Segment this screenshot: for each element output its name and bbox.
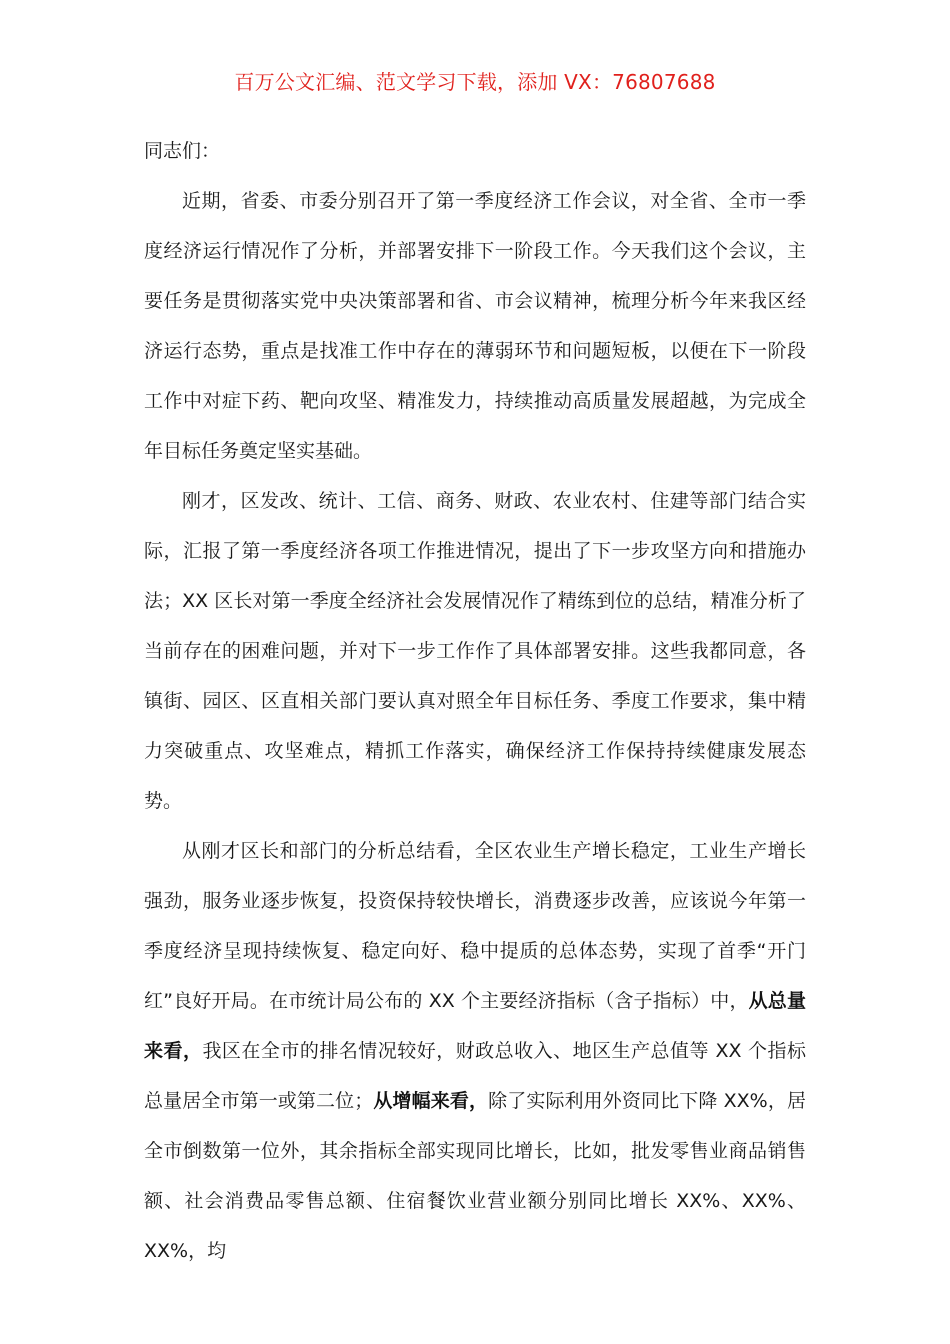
- paragraph-3-bold-growth: 从增幅来看，: [373, 1090, 489, 1112]
- paragraph-3-bold-total: 从总量来看，: [144, 990, 806, 1062]
- header-watermark-text: 百万公文汇编、范文学习下载，添加 VX：76807688: [234, 70, 716, 94]
- paragraph-3-text-e: 除了实际利用外资同比下降 XX%，居全市倒数第一位外，其余指标全部实现同比增长，比如，批发零售业商品销售额、社会消费品零售总额、住宿餐饮业营业额分别同比增长 XX%、XX%、XX%，均: [144, 1090, 806, 1262]
- document-body: [144, 126, 806, 1276]
- paragraph-3: [144, 826, 806, 1276]
- paragraph-1: 近期，省委、市委分别召开了第一季度经济工作会议，对全省、全市一季度经济运行情况作了分析，并部署安排下一阶段工作。今天我们这个会议，主要任务是贯彻落实党中央决策部署和省、市会议精神，梳理分析今年来我区经济运行态势，重点是找准工作中存在的薄弱环节和问题短板，以便在下一阶段工作中对症下药、靶向攻坚、精准发力，持续推动高质量发展超越，为完成全年目标任务奠定坚实基础。: [144, 190, 806, 462]
- greeting: 同志们：: [144, 140, 221, 162]
- paragraph-3-text-c: 我区在全市的排名情况较好，财政总收入、地区生产总值等 XX 个指标总量居全市第一或第二位；: [144, 1040, 806, 1112]
- paragraph-3-text-a: 从刚才区长和部门的分析总结看，全区农业生产增长稳定，工业生产增长强劲，服务业逐步恢复，投资保持较快增长，消费逐步改善，应该说今年第一季度经济呈现持续恢复、稳定向好、稳中提质的总体态势，实现了首季“开门红”良好开局。在市统计局公布的 XX 个主要经济指标（含子指标）中，: [144, 840, 806, 1012]
- paragraph-2: 刚才，区发改、统计、工信、商务、财政、农业农村、住建等部门结合实际，汇报了第一季度经济各项工作推进情况，提出了下一步攻坚方向和措施办法；XX 区长对第一季度全经济社会发展情况作了精练到位的总结，精准分析了当前存在的困难问题，并对下一步工作作了具体部署安排。这些我都同意，各镇街、园区、区直相关部门要认真对照全年目标任务、季度工作要求，集中精力突破重点、攻坚难点，精抓工作落实，确保经济工作保持持续健康发展态势。: [144, 490, 806, 812]
